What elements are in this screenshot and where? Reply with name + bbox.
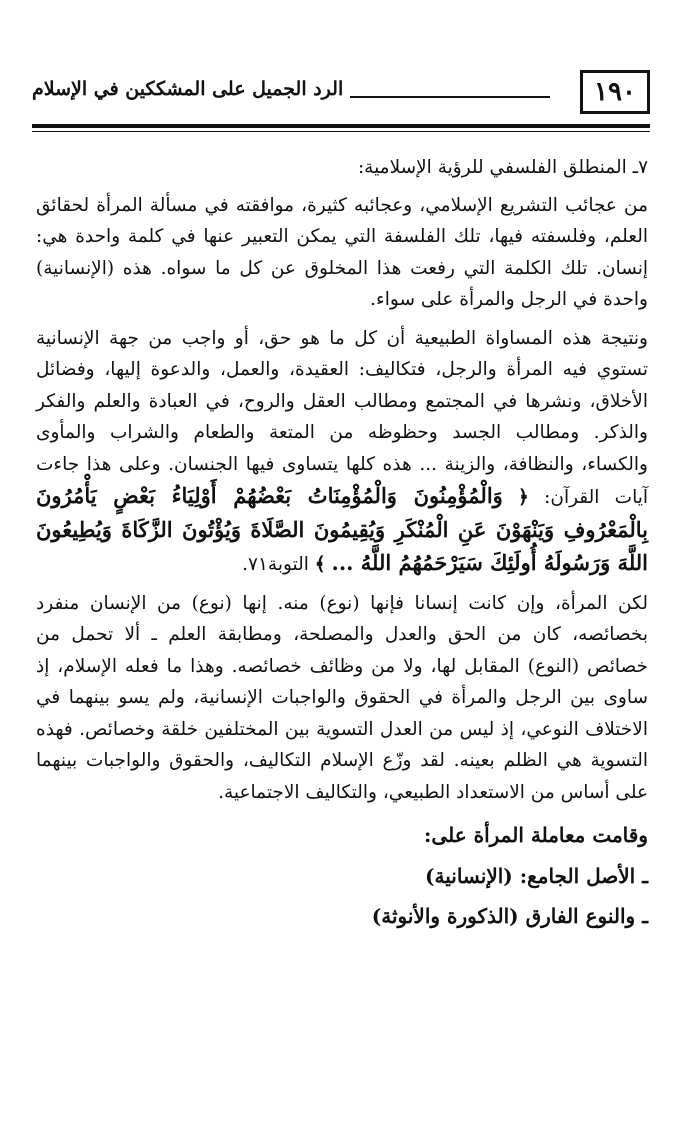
header-divider-dash: [350, 96, 550, 98]
quran-verse: وَالْمُؤْمِنُونَ وَالْمُؤْمِنَاتُ بَعْضُهُمْ أَوْلِيَاءُ بَعْضٍ يَأْمُرُونَ بِالْمَعْرُوفِ وَيَنْهَوْنَ عَنِ الْمُنْكَرِ وَيُقِيمُونَ الصَّلَاةَ وَيُؤْتُونَ الزَّكَاةَ وَيُطِيعُونَ اللَّهَ وَرَسُولَهُ أُولَئِكَ سَيَرْحَمُهُمُ اللَّهُ ...: [36, 483, 648, 575]
quran-bracket-close: ﴾: [314, 554, 326, 575]
page-number: ١٩٠: [580, 70, 650, 114]
header-rule-thin: [32, 131, 650, 132]
summary-point: ـ الأصل الجامع: (الإنسانية): [425, 864, 648, 888]
paragraph-humanity: من عجائب التشريع الإسلامي، وعجائبه كثيرة، موافقته في مسألة المرأة لحقائق العلم، وفلسفته فيها، تلك الفلسفة التي يمكن التعبير عنها في كلمة واحدة هي: إنسان. تلك الكلمة التي رفعت هذا المخلوق عن كل ما سواه. هذه (الإنسانية) واحدة في الرجل والمرأة على سواء.: [36, 194, 648, 310]
paragraph-equality: [36, 323, 648, 581]
header-rule-thick: [32, 124, 650, 128]
summary-point: ـ والنوع الفارق (الذكورة والأنوثة): [371, 904, 648, 928]
summary-heading: وقامت معاملة المرأة على:: [424, 823, 648, 847]
page-body: [36, 152, 648, 936]
page-header: [32, 70, 650, 116]
section-heading: ٧ـ المنطلق الفلسفي للرؤية الإسلامية:: [357, 157, 648, 178]
quran-reference: التوبة٧١.: [242, 554, 309, 575]
quran-bracket-open: ﴿: [518, 487, 529, 508]
paragraph-difference: لكن المرأة، وإن كانت إنسانا فإنها (نوع) منه. إنها (نوع) من الإنسان منفرد بخصائصه، كان من الحق والعدل والمصلحة، ومطابقة العلم ـ ألا تحمل من خصائص (النوع) المقابل لها، ولا من وظائف خصائصه. وهذا ما فعله الإسلام، إذ ساوى بين الرجل والمرأة في الحقوق والواجبات الإنسانية، ولم يسو بينهما في الاختلاف النوعي، إذ ليس من العدل التسوية بين المختلفين خلقة وخصائص. فهذه التسوية هي الظلم بعينه. لقد وزّع الإسلام التكاليف، والحقوق والواجبات بينهما على أساس من الاستعداد الطبيعي، والتكاليف الاجتماعية.: [36, 592, 648, 803]
paragraph-equality-text: ونتيجة هذه المساواة الطبيعية أن كل ما هو حق، أو واجب من جهة الإنسانية تستوي فيه المرأة والرجل، فتكاليف: العقيدة، والعمل، والدعوة إليها، وفضائل الأخلاق، ونشرها في المجتمع ومطالب العقل والروح، في العبادة والعلم والفكر والذكر. ومطالب الجسد وحظوظه من المتعة والطعام والشراب والمأوى والكساء، والنظافة، والزينة ... هذه كلها يتساوى فيها الجنسان. وعلى هذا جاءت آيات القرآن:: [36, 327, 648, 508]
book-title: الرد الجميل على المشككين في الإسلام: [32, 78, 344, 100]
